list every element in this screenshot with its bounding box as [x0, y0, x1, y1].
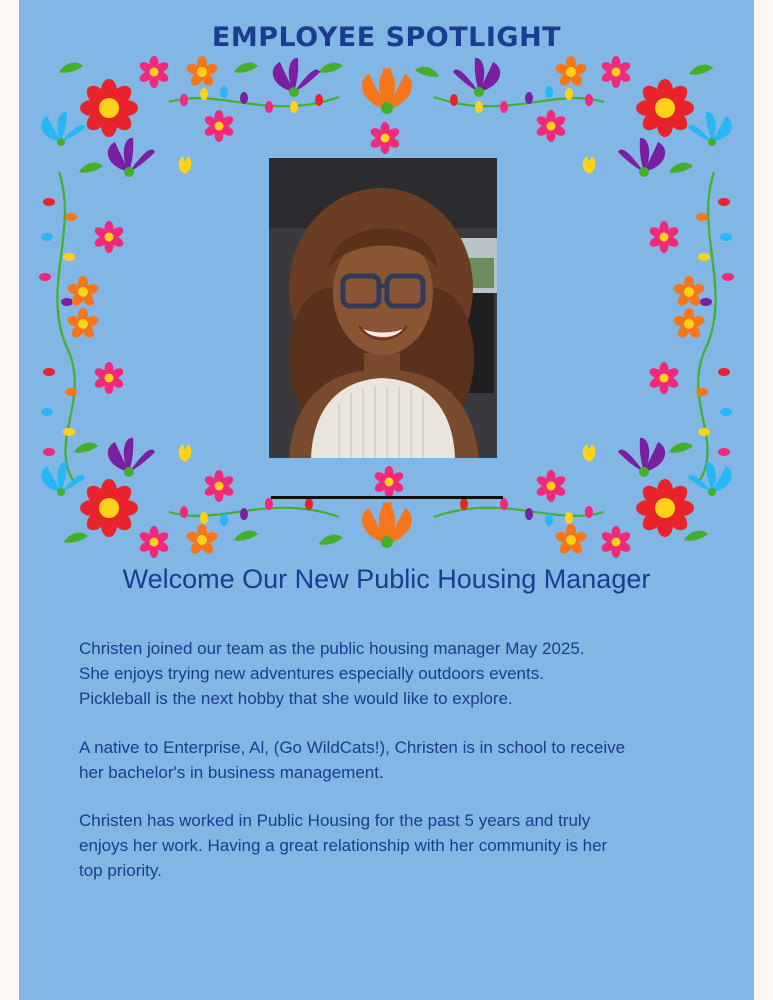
paragraph-line: top priority. [79, 861, 162, 880]
page-title: EMPLOYEE SPOTLIGHT [211, 22, 562, 53]
paragraph-background [79, 735, 719, 785]
paragraph-line: Pickleball is the next hobby that she would like to explore. [79, 689, 513, 708]
paragraph-line: her bachelor's in business management. [79, 763, 384, 782]
headline: Welcome Our New Public Housing Manager [122, 564, 651, 594]
spotlight-page [19, 0, 754, 1000]
paragraph-line: A native to Enterprise, Al, (Go WildCats!), Christen is in school to receive [79, 738, 626, 757]
paragraph-line: Christen has worked in Public Housing for the past 5 years and truly [79, 811, 591, 830]
divider-line [271, 496, 503, 499]
portrait-photo [269, 158, 497, 458]
paragraph-experience [79, 808, 719, 883]
paragraph-line: enjoys her work. Having a great relationship with her community is her [79, 836, 608, 855]
paragraph-intro [79, 636, 719, 711]
paragraph-line: Christen joined our team as the public housing manager May 2025. [79, 639, 585, 658]
paragraph-line: She enjoys trying new adventures especially outdoors events. [79, 664, 544, 683]
